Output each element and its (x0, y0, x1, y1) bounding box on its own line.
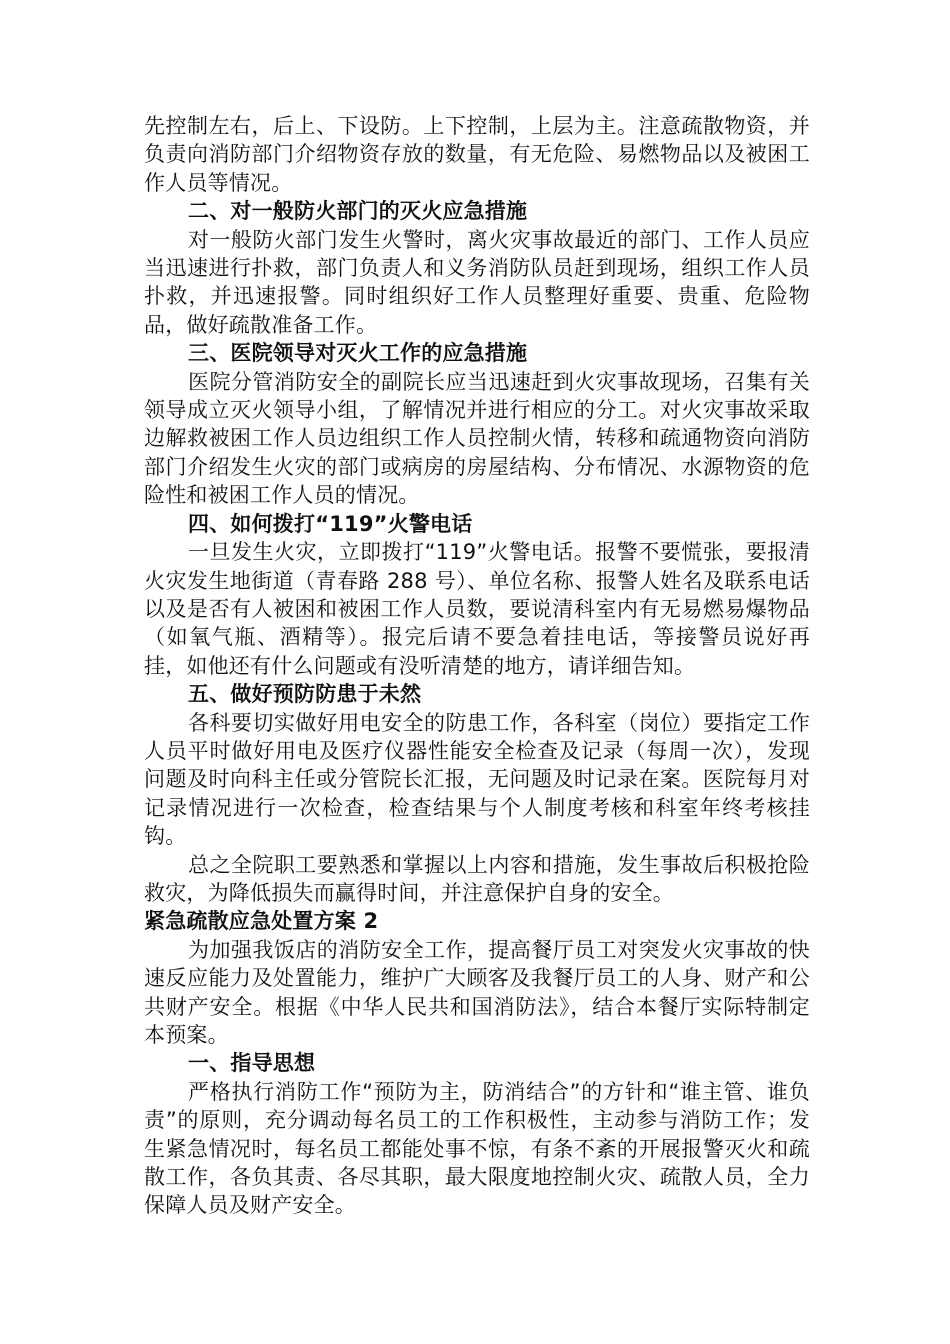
section-heading: 五、做好预防防患于未然 (188, 682, 422, 707)
document-body (144, 112, 810, 1220)
paragraph: 各科要切实做好用电安全的防患工作，各科室（岗位）要指定工作人员平时做好用电及医疗仪器性能安全检查及记录（每周一次），发现问题及时向科主任或分管院长汇报，无问题及时记录在案。医院每月对记录情况进行一次检查，检查结果与个人制度考核和科室年终考核挂钩。 (144, 710, 810, 849)
paragraph: 严格执行消防工作“预防为主，防消结合”的方针和“谁主管、谁负责”的原则，充分调动每名员工的工作积极性，主动参与消防工作；发生紧急情况时，每名员工都能处事不惊，有条不紊的开展报警灭火和疏散工作，各负其责、各尽其职，最大限度地控制火灾、疏散人员，全力保障人员及财产安全。 (144, 1079, 810, 1218)
section-heading: 一、指导思想 (188, 1051, 316, 1076)
paragraph: 先控制左右，后上、下设防。上下控制，上层为主。注意疏散物资，并负责向消防部门介绍物资存放的数量，有无危险、易燃物品以及被困工作人员等情况。 (144, 114, 810, 195)
paragraph: 一旦发生火灾，立即拨打“119”火警电话。报警不要慌张，要报清火灾发生地街道（青春路 288 号）、单位名称、报警人姓名及联系电话以及是否有人被困和被困工作人员数，要说清科室内有无易燃易爆物品（如氧气瓶、酒精等）。报完后请不要急着挂电话，等接警员说好再挂，如他还有什么问题或有没听清楚的地方，请详细告知。 (144, 540, 810, 678)
paragraph: 对一般防火部门发生火警时，离火灾事故最近的部门、工作人员应当迅速进行扑救，部门负责人和义务消防队员赶到现场，组织工作人员扑救，并迅速报警。同时组织好工作人员整理好重要、贵重、危险物品，做好疏散准备工作。 (144, 227, 810, 337)
paragraph: 总之全院职工要熟悉和掌握以上内容和措施，发生事故后积极抢险救灾，为降低损失而赢得时间，并注意保护自身的安全。 (144, 852, 810, 905)
paragraph: 为加强我饭店的消防安全工作，提高餐厅员工对突发火灾事故的快速反应能力及处置能力，维护广大顾客及我餐厅员工的人身、财产和公共财产安全。根据《中华人民共和国消防法》，结合本餐厅实际特制定本预案。 (144, 937, 810, 1047)
section-heading: 四、如何拨打“119”火警电话 (188, 511, 473, 536)
document-title: 紧急疏散应急处置方案 2 (144, 909, 379, 934)
section-heading: 三、医院领导对灭火工作的应急措施 (188, 341, 528, 366)
section-heading: 二、对一般防火部门的灭火应急措施 (188, 199, 528, 224)
paragraph: 医院分管消防安全的副院长应当迅速赶到火灾事故现场，召集有关领导成立灭火领导小组，了解情况并进行相应的分工。对火灾事故采取边解救被困工作人员边组织工作人员控制火情，转移和疏通物资向消防部门介绍发生火灾的部门或病房的房屋结构、分布情况、水源物资的危险性和被困工作人员的情况。 (144, 369, 810, 508)
